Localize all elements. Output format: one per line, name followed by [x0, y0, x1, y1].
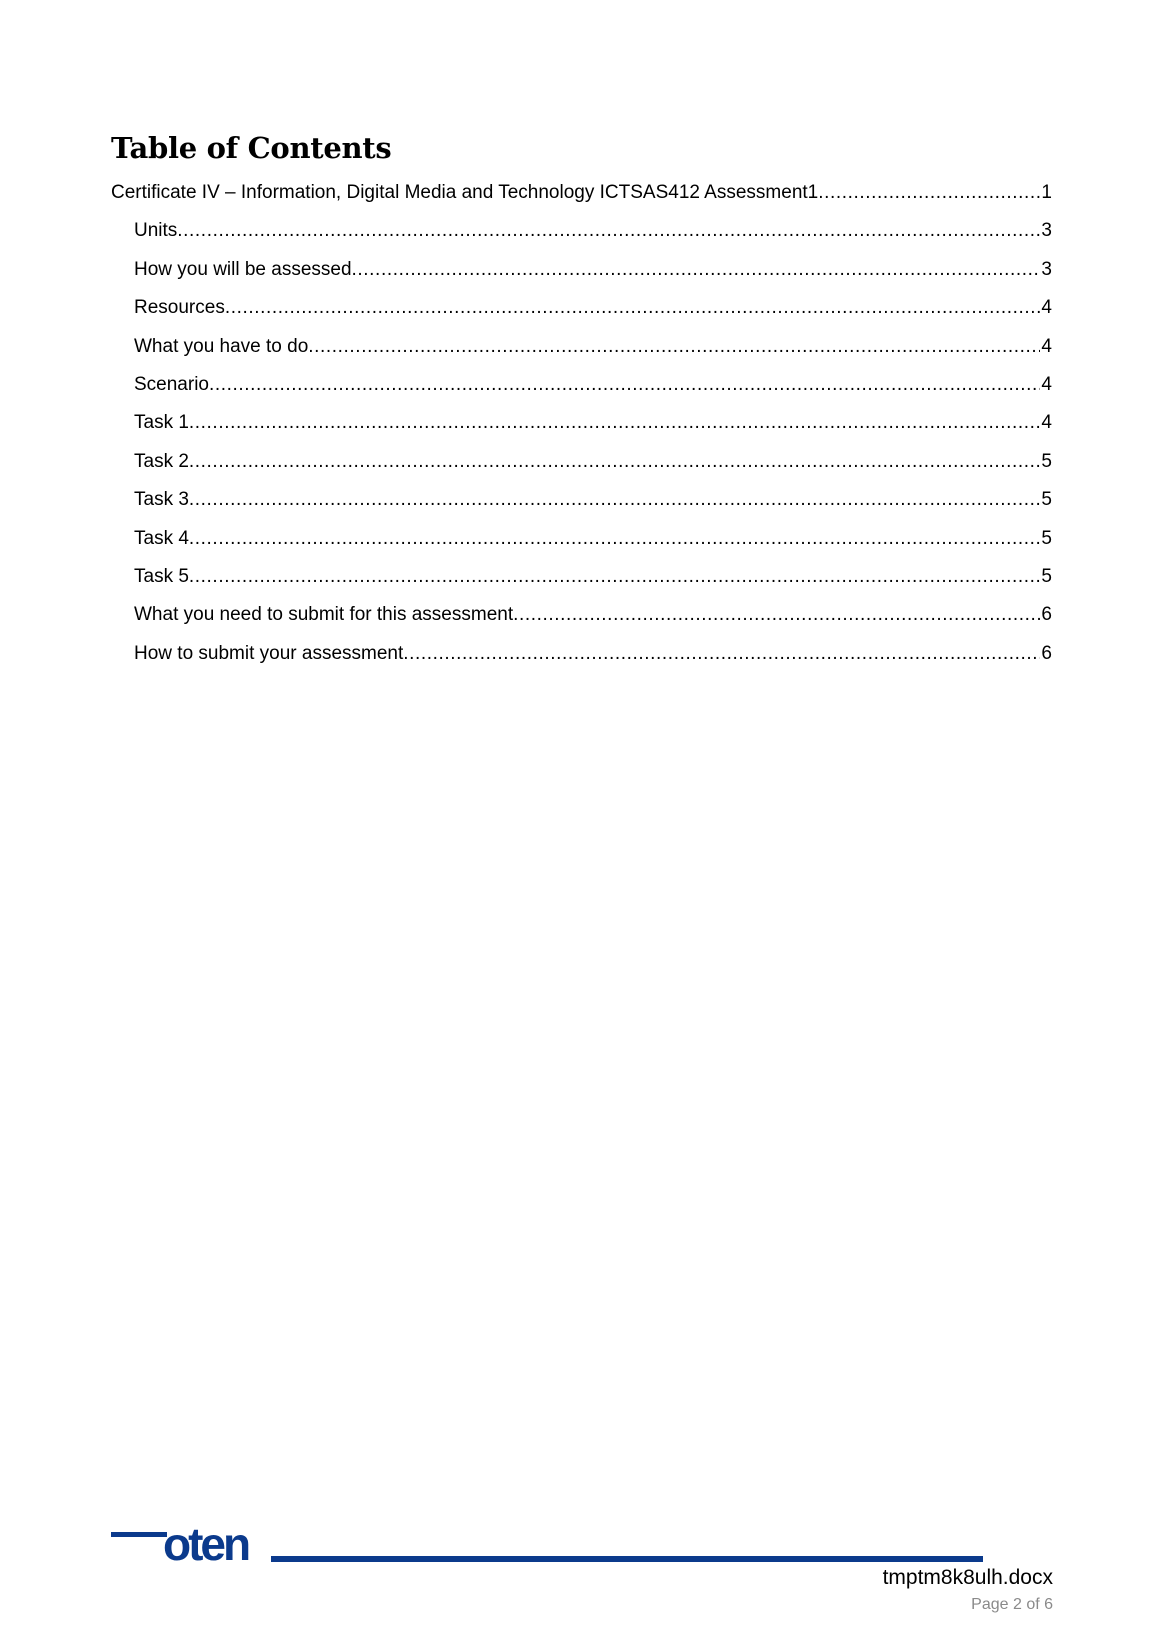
toc-entry-page-number: 5 — [1041, 450, 1052, 472]
toc-entry-title: What you have to do — [134, 335, 309, 357]
toc-entry-page-number: 4 — [1041, 412, 1052, 434]
toc-entry[interactable] — [111, 212, 1052, 250]
toc-entry[interactable] — [111, 596, 1052, 634]
toc-entry-page-number: 5 — [1041, 489, 1052, 511]
toc-dot-leader — [513, 596, 1040, 634]
oten-logo — [111, 1520, 983, 1568]
toc-entry-title: Task 3 — [134, 489, 189, 511]
toc-entry[interactable] — [111, 251, 1052, 289]
footer-filename: tmptm8k8ulh.docx — [882, 1566, 1053, 1589]
toc-dot-leader — [209, 366, 1040, 404]
toc-entry-page-number: 1 — [1041, 182, 1052, 203]
toc-dot-leader — [818, 174, 1040, 212]
toc-dot-leader — [189, 443, 1041, 481]
toc-entry[interactable] — [111, 366, 1052, 404]
toc-entry[interactable] — [111, 289, 1052, 327]
toc-entry[interactable] — [111, 328, 1052, 366]
toc-entry[interactable] — [111, 443, 1052, 481]
toc-entry-page-number: 5 — [1041, 527, 1052, 549]
toc-dot-leader — [189, 404, 1041, 442]
toc-dot-leader — [403, 635, 1040, 673]
logo-underline-bar — [271, 1556, 983, 1562]
toc-dot-leader — [189, 520, 1041, 558]
toc-dot-leader — [189, 558, 1041, 596]
toc-entry[interactable] — [111, 174, 1052, 212]
toc-entry-title: Task 4 — [134, 527, 189, 549]
toc-entry-title: Scenario — [134, 373, 209, 395]
toc-dot-leader — [308, 328, 1040, 366]
toc-entry-page-number: 6 — [1041, 604, 1052, 626]
logo-left-line — [111, 1532, 167, 1537]
toc-entry-page-number: 4 — [1041, 335, 1052, 357]
toc-entry-title: How to submit your assessment — [134, 642, 404, 664]
toc-dot-leader — [352, 251, 1041, 289]
toc-entry-title: Task 5 — [134, 565, 189, 587]
toc-entry-page-number: 4 — [1041, 297, 1052, 319]
toc-entry-title: How you will be assessed — [134, 258, 352, 280]
toc-entry-page-number: 4 — [1041, 373, 1052, 395]
toc-heading: Table of Contents — [111, 131, 392, 165]
toc-entry-title: Task 2 — [134, 450, 189, 472]
table-of-contents — [111, 174, 1052, 673]
toc-entry-title: Units — [134, 220, 178, 242]
toc-dot-leader — [225, 289, 1041, 327]
toc-entry[interactable] — [111, 520, 1052, 558]
toc-entry-page-number: 3 — [1041, 220, 1052, 242]
toc-entry[interactable] — [111, 404, 1052, 442]
toc-entry[interactable] — [111, 481, 1052, 519]
footer-page-indicator: Page 2 of 6 — [971, 1596, 1053, 1613]
toc-dot-leader — [177, 212, 1040, 250]
toc-entry-page-number: 3 — [1041, 258, 1052, 280]
logo-wordmark: oten — [163, 1520, 249, 1568]
toc-entry[interactable] — [111, 635, 1052, 673]
toc-entry-title: What you need to submit for this assessment — [134, 604, 514, 626]
toc-entry-title: Resources — [134, 297, 225, 319]
toc-entry-page-number: 5 — [1041, 565, 1052, 587]
toc-entry-title: Task 1 — [134, 412, 189, 434]
toc-entry[interactable] — [111, 558, 1052, 596]
toc-entry-page-number: 6 — [1041, 642, 1052, 664]
toc-entry-title: Certificate IV – Information, Digital Media and Technology ICTSAS412 Assessment1 — [111, 182, 819, 203]
toc-dot-leader — [189, 481, 1041, 519]
